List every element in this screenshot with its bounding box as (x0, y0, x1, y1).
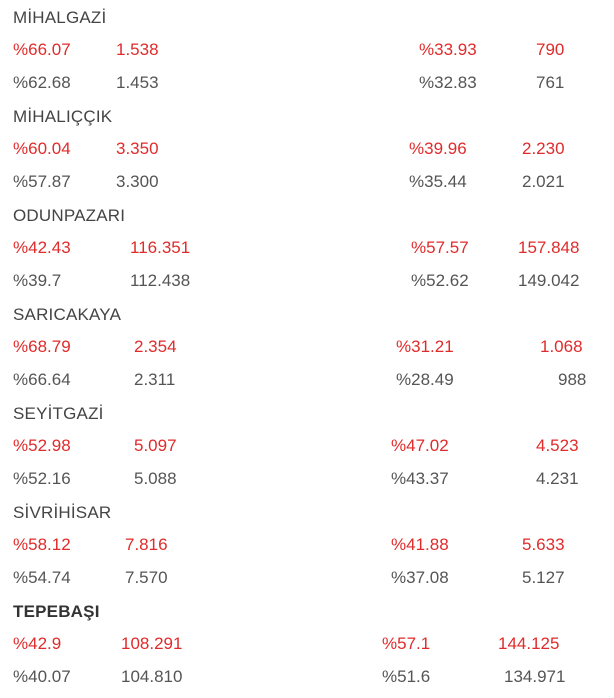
right-percentage: %39.96 (409, 139, 467, 158)
district-saricakaya (0, 300, 614, 399)
right-votes: 4.231 (536, 469, 579, 488)
left-percentage: %54.74 (13, 568, 71, 587)
district-name: SİVRİHİSAR (13, 503, 112, 522)
left-votes: 7.570 (125, 568, 168, 587)
left-percentage: %60.04 (13, 139, 71, 158)
right-votes: 4.523 (536, 436, 579, 455)
left-percentage: %68.79 (13, 337, 71, 356)
right-percentage: %37.08 (391, 568, 449, 587)
right-percentage: %32.83 (419, 73, 477, 92)
right-percentage: %51.6 (382, 667, 431, 686)
previous-results-row (0, 568, 614, 594)
right-percentage: %47.02 (391, 436, 449, 455)
right-percentage: %43.37 (391, 469, 449, 488)
right-votes: 149.042 (518, 271, 580, 290)
district-name: ODUNPAZARI (13, 206, 126, 225)
left-percentage: %39.7 (13, 271, 62, 290)
right-votes: 5.633 (522, 535, 565, 554)
right-percentage: %52.62 (411, 271, 469, 290)
current-results-row (0, 139, 614, 165)
left-percentage: %57.87 (13, 172, 71, 191)
left-votes: 5.097 (134, 436, 177, 455)
previous-results-row (0, 469, 614, 495)
right-votes: 988 (558, 370, 587, 389)
current-results-row (0, 535, 614, 561)
previous-results-row (0, 73, 614, 99)
district-name: SEYİTGAZİ (13, 404, 104, 423)
right-percentage: %57.1 (382, 634, 431, 653)
left-votes: 3.300 (116, 172, 159, 191)
left-percentage: %52.98 (13, 436, 71, 455)
left-votes: 3.350 (116, 139, 159, 158)
left-votes: 7.816 (125, 535, 168, 554)
previous-results-row (0, 667, 614, 693)
district-name: MİHALGAZİ (13, 8, 107, 27)
left-votes: 1.453 (116, 73, 159, 92)
district-mihaliccik (0, 102, 614, 201)
right-percentage: %41.88 (391, 535, 449, 554)
current-results-row (0, 634, 614, 660)
right-votes: 790 (536, 40, 565, 59)
left-percentage: %66.64 (13, 370, 71, 389)
right-percentage: %33.93 (419, 40, 477, 59)
right-votes: 2.021 (522, 172, 565, 191)
right-percentage: %57.57 (411, 238, 469, 257)
left-votes: 1.538 (116, 40, 159, 59)
left-percentage: %52.16 (13, 469, 71, 488)
left-percentage: %66.07 (13, 40, 71, 59)
previous-results-row (0, 172, 614, 198)
district-seyitgazi (0, 399, 614, 498)
right-votes: 134.971 (504, 667, 566, 686)
current-results-row (0, 436, 614, 462)
left-votes: 104.810 (121, 667, 183, 686)
district-mihalgazi (0, 3, 614, 102)
current-results-row (0, 238, 614, 264)
right-votes: 157.848 (518, 238, 580, 257)
right-percentage: %35.44 (409, 172, 467, 191)
right-percentage: %31.21 (396, 337, 454, 356)
right-votes: 761 (536, 73, 565, 92)
previous-results-row (0, 271, 614, 297)
left-percentage: %42.43 (13, 238, 71, 257)
right-votes: 5.127 (522, 568, 565, 587)
district-name: MİHALIÇÇIK (13, 107, 113, 126)
current-results-row (0, 337, 614, 363)
district-tepebasi (0, 597, 614, 696)
right-votes: 2.230 (522, 139, 565, 158)
right-percentage: %28.49 (396, 370, 454, 389)
left-votes: 116.351 (130, 238, 191, 257)
left-votes: 112.438 (130, 271, 191, 290)
left-percentage: %40.07 (13, 667, 71, 686)
district-name: SARICAKAYA (13, 305, 122, 324)
previous-results-row (0, 370, 614, 396)
district-sivrihisar (0, 498, 614, 597)
right-votes: 1.068 (540, 337, 583, 356)
left-percentage: %42.9 (13, 634, 62, 653)
left-percentage: %58.12 (13, 535, 71, 554)
district-odunpazari (0, 201, 614, 300)
left-votes: 2.354 (134, 337, 177, 356)
current-results-row (0, 40, 614, 66)
district-name: TEPEBAŞI (13, 602, 100, 621)
left-percentage: %62.68 (13, 73, 71, 92)
left-votes: 2.311 (134, 370, 176, 389)
right-votes: 144.125 (498, 634, 560, 653)
left-votes: 108.291 (121, 634, 183, 653)
left-votes: 5.088 (134, 469, 177, 488)
